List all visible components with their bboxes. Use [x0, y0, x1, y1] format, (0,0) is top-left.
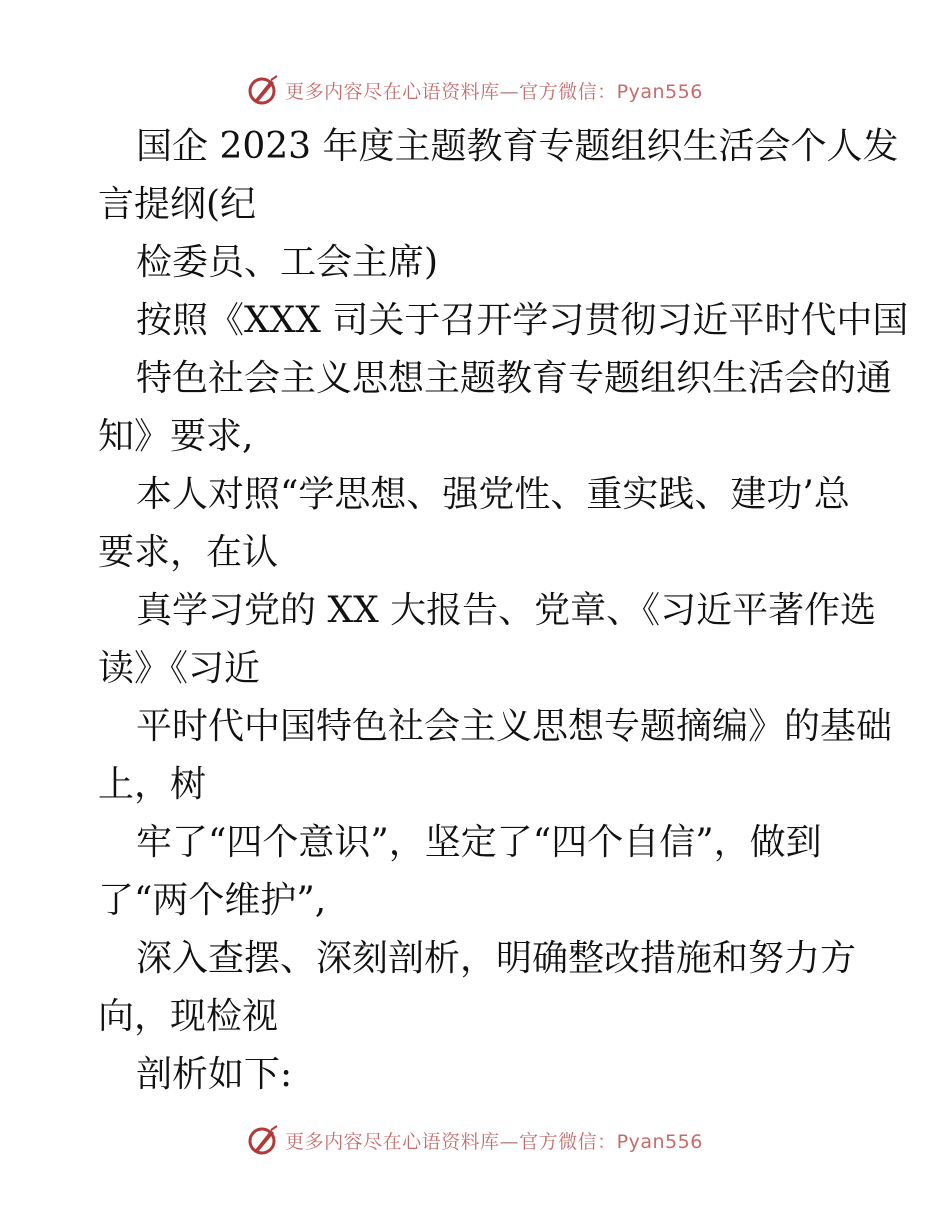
doc-line: 言提纲(纪 [98, 184, 257, 225]
watermark-text: 更多内容尽在心语资料库—官方微信：Pyan556 [285, 80, 703, 103]
doc-line: 检委员、工会主席) [136, 242, 439, 283]
doc-line: 国企 2023 年度主题教育专题组织生活会个人发 [136, 126, 899, 167]
quill-seal-icon [247, 1124, 279, 1156]
doc-line: 上，树 [98, 764, 207, 805]
doc-line: 本人对照“学思想、强党性、重实践、建功’总 [136, 474, 850, 515]
doc-line: 要求，在认 [98, 532, 279, 573]
doc-line: 牢了“四个意识”，坚定了“四个自信”，做到 [136, 822, 822, 863]
watermark-text: 更多内容尽在心语资料库—官方微信：Pyan556 [285, 1130, 703, 1153]
doc-line: 特色社会主义思想主题教育专题组织生活会的通 [136, 358, 893, 399]
doc-line: 平时代中国特色社会主义思想专题摘编》的基础 [136, 706, 893, 747]
doc-line: 读》《习近 [98, 648, 261, 689]
doc-line: 剖析如下: [136, 1054, 293, 1095]
doc-line: 深入查摆、深刻剖析，明确整改措施和努力方 [136, 938, 857, 979]
footer-watermark [0, 1120, 950, 1160]
doc-line: 了“两个维护”, [98, 880, 327, 921]
doc-line: 真学习党的 XX 大报告、党章、《习近平著作选 [136, 590, 877, 631]
doc-line: 向，现检视 [98, 996, 279, 1037]
doc-line: 按照《XXX 司关于召开学习贯彻习近平时代中国 [136, 300, 909, 341]
doc-line: 知》要求, [98, 416, 254, 457]
